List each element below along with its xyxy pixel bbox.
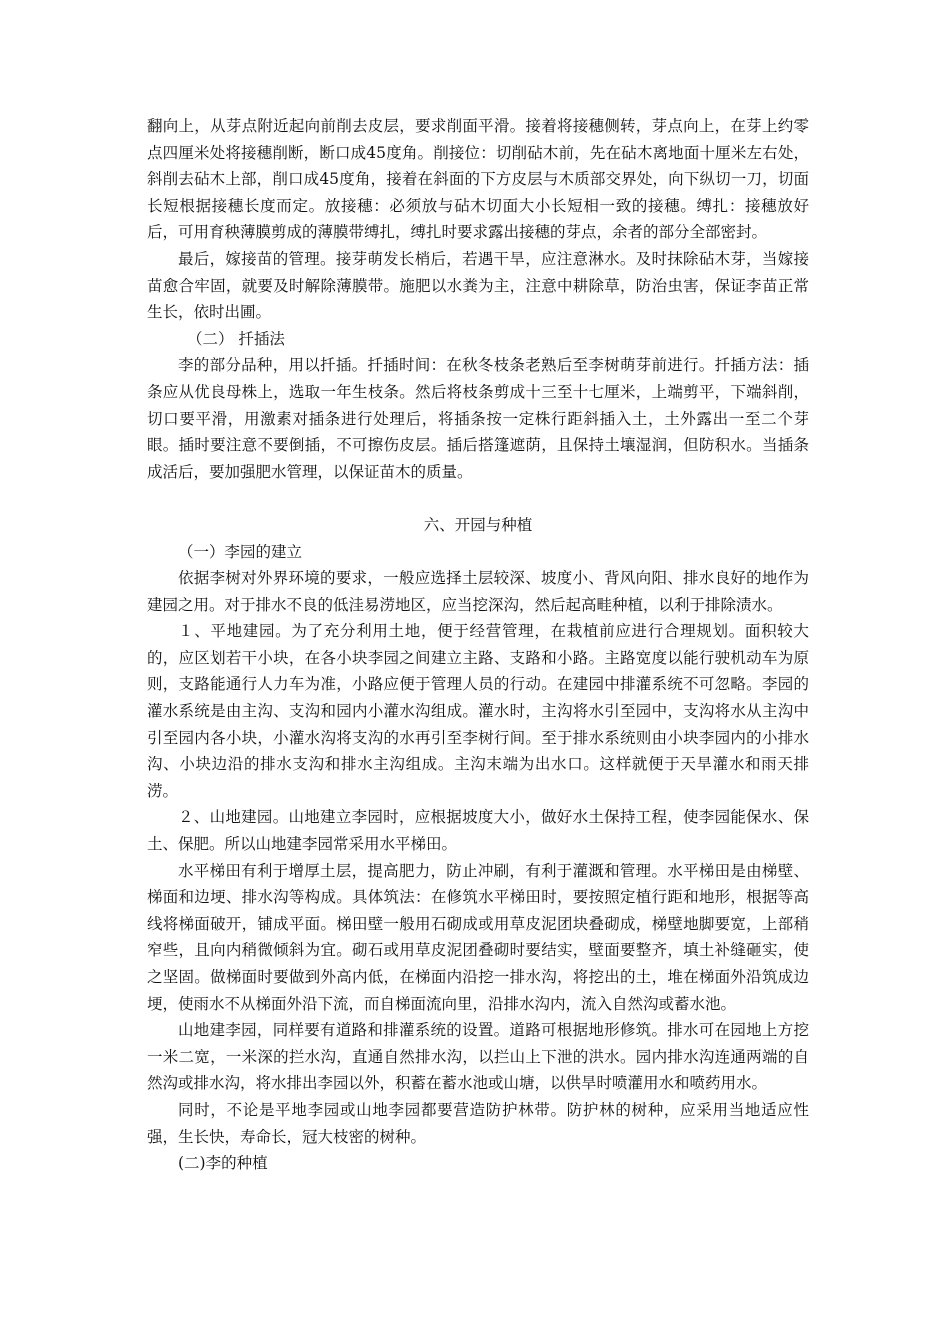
paragraph-grafting-steps: 翻向上，从芽点附近起向前削去皮层，要求削面平滑。接着将接穗侧转，芽点向上，在芽上约零点四厘米处将接穗削断，断口成45度角。削接位：切削砧木前，先在砧木离地面十厘米左右处，斜削去砧木上部，削口成45度角，接着在斜面的下方皮层与木质部交界处，向下纵切一刀，切面长短根据接穗长度而定。放接穗：必须放与砧木切面大小长短相一致的接穗。缚扎：接穗放好后，可用育秧薄膜剪成的薄膜带缚扎，缚扎时要求露出接穗的芽点，余者的部分全部密封。 [147,117,809,242]
paragraph-hillside-orchard: ２、山地建园。山地建立李园时，应根据坡度大小，做好水土保持工程，使李园能保水、保土、保肥。所以山地建李园常采用水平梯田。 [147,808,809,854]
paragraph-cutting-method: 李的部分品种，用以扦插。扦插时间：在秋冬枝条老熟后至李树萌芽前进行。扦插方法：插条应从优良母株上，选取一年生枝条。然后将枝条剪成十三至十七厘米，上端剪平，下端斜削，切口要平滑，用激素对插条进行处理后，将插条按一定株行距斜插入土，土外露出一至二个芽眼。插时要注意不要倒插，不可擦伤皮层。插后搭篷遮荫，且保持土壤湿润，但防积水。当插条成活后，要加强肥水管理，以保证苗木的质量。 [147,356,809,481]
paragraph-flatland-orchard: １、平地建园。为了充分利用土地，便于经营管理，在栽植前应进行合理规划。面积较大的，应区划若干小块，在各小块李园之间建立主路、支路和小路。主路宽度以能行驶机动车为原则，支路能通行人力车为准，小路应便于管理人员的行动。在建园中排灌系统不可忽略。李园的灌水系统是由主沟、支沟和园内小灌水沟组成。灌水时，主沟将水引至园中，支沟将水从主沟中引至园内各小块，小灌水沟将支沟的水再引至李树行间。至于排水系统则由小块李园内的小排水沟、小块边沿的排水支沟和排水主沟组成。主沟末端为出水口。这样就便于天旱灌水和雨天排涝。 [147,622,809,800]
paragraph-graft-management: 最后，嫁接苗的管理。接芽萌发长梢后，若遇干旱，应注意淋水。及时抹除砧木芽，当嫁接苗愈合牢固，就要及时解除薄膜带。施肥以水粪为主，注意中耕除草，防治虫害，保证李苗正常生长，依时出圃。 [147,249,809,322]
subheading-planting: (二)李的种植 [178,1154,268,1173]
paragraph-site-selection: 依据李树对外界环境的要求，一般应选择土层较深、坡度小、背风向阳、排水良好的地作为建园之用。对于排水不良的低洼易涝地区，应当挖深沟，然后起高畦种植，以利于排除渍水。 [147,569,809,614]
section-heading-orchard-planting: 六、开园与种植 [423,515,533,534]
paragraph-hillside-roads-drainage: 山地建李园，同样要有道路和排灌系统的设置。道路可根据地形修筑。排水可在园地上方挖一米二宽，一米深的拦水沟，直通自然排水沟，以拦山上下泄的洪水。园内排水沟连通两端的自然沟或排水沟，将水排出李园以外，积蓄在蓄水池或山塘，以供旱时喷灌用水和喷药用水。 [147,1021,809,1093]
document-page [147,113,809,1177]
paragraph-terraces: 水平梯田有利于增厚土层，提高肥力，防止冲刷，有利于灌溉和管理。水平梯田是由梯壁、梯面和边埂、排水沟等构成。具体筑法：在修筑水平梯田时，要按照定植行距和地形，根据等高线将梯面破开，铺成平面。梯田壁一般用石砌成或用草皮泥团块叠砌成，梯壁地脚要宽，上部稍窄些，且向内稍微倾斜为宜。砌石或用草皮泥团叠砌时要结实，壁面要整齐，填土补缝砸实，使之坚固。做梯面时要做到外高内低，在梯面内沿挖一排水沟，将挖出的土，堆在梯面外沿筑成边埂，使雨水不从梯面外沿下流，而自梯面流向里，沿排水沟内，流入自然沟或蓄水池。 [147,861,809,1013]
paragraph-windbreak: 同时，不论是平地李园或山地李园都要营造防护林带。防护林的树种，应采用当地适应性强，生长快，寿命长，冠大枝密的树种。 [147,1100,809,1146]
subheading-orchard-establishment: （一）李园的建立 [178,542,303,561]
subheading-cutting-method: （二） 扦插法 [187,329,285,348]
